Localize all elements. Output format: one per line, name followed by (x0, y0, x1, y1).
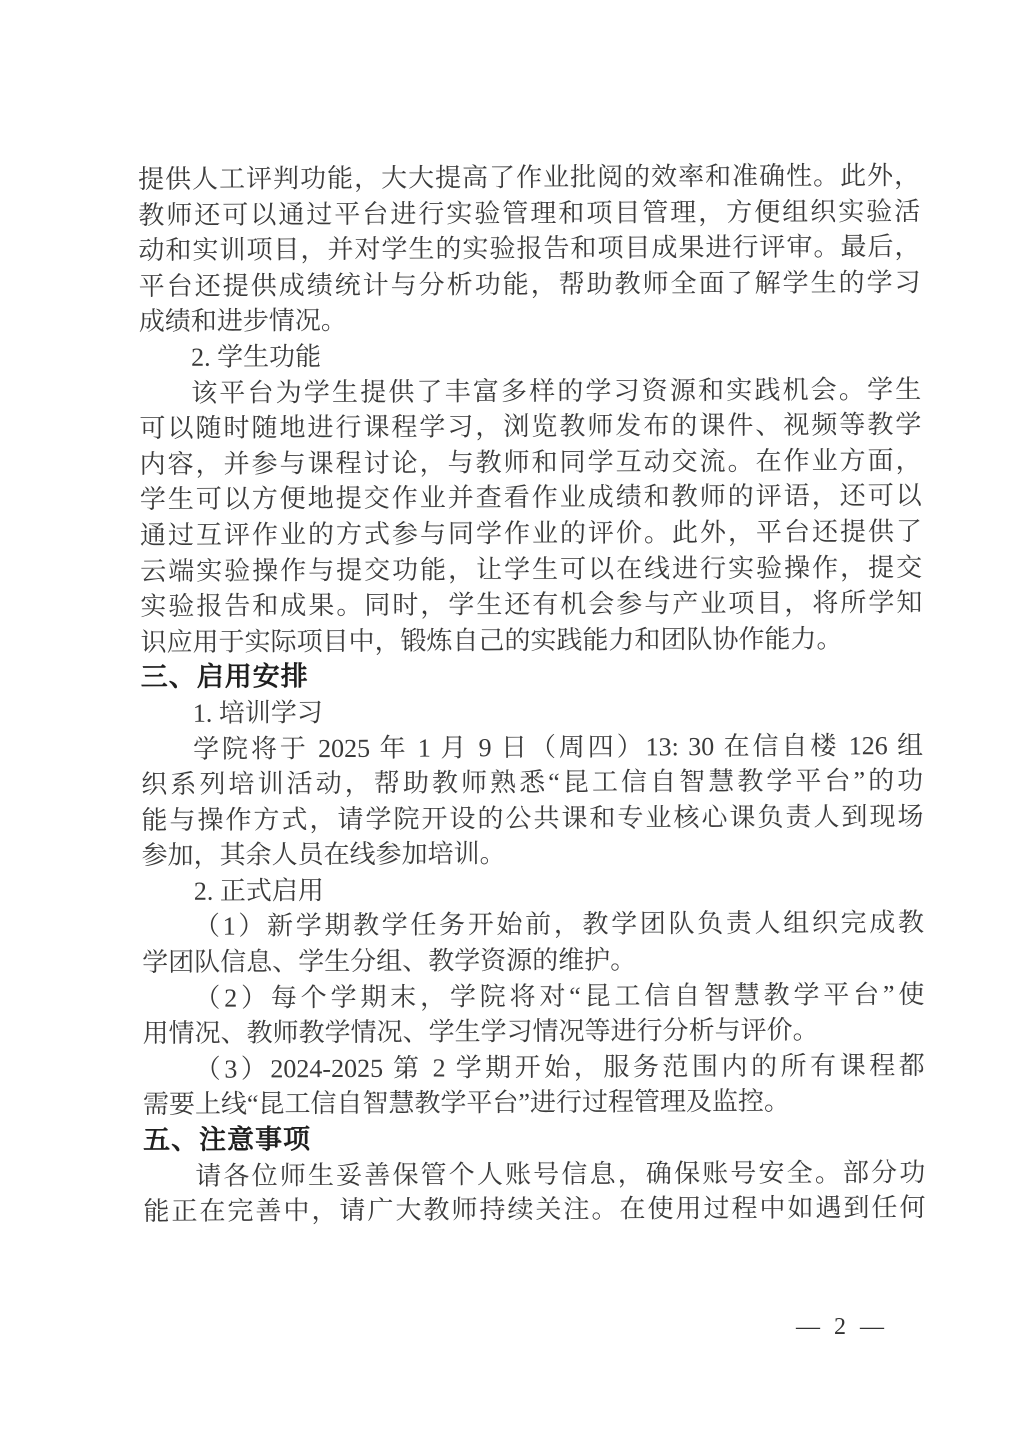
text-line: 平台还提供成绩统计与分析功能，帮助教师全面了解学生的学习 (138, 267, 921, 301)
text-line: 能正在完善中，请广大教师持续关注。在使用过程中如遇到任何 (143, 1193, 926, 1227)
text-line: 识应用于实际项目中，锻炼自己的实践能力和团队协作能力。 (140, 624, 843, 657)
text-line: 提供人工评判功能，大大提高了作业批阅的效率和准确性。此外， (138, 160, 921, 195)
section-heading: 五、注意事项 (143, 1124, 312, 1156)
text-line: 通过互评作业的方式参与同学作业的评价。此外，平台还提供了 (139, 516, 923, 550)
text-line: （1）新学期教学任务开始前，教学团队负责人组织完成教 (193, 908, 925, 942)
section-heading: 三、启用安排 (140, 661, 309, 693)
text-line: 可以随时随地进行课程学习，浏览教师发布的课件、视频等教学 (139, 410, 922, 444)
text-line: （3）2024-2025 第 2 学期开始，服务范围内的所有课程都 (194, 1050, 925, 1084)
notice-body (138, 158, 926, 1230)
text-line: 织系列培训活动，帮助教师熟悉“昆工信自智慧教学平台”的功 (141, 766, 924, 800)
text-line: 动和实训项目，并对学生的实验报告和项目成果进行评审。最后， (138, 232, 921, 266)
text-line: 2. 学生功能 (190, 342, 322, 372)
text-line: 教师还可以通过平台进行实验管理和项目管理，方便组织实验活 (138, 196, 921, 230)
text-line: 用情况、教师教学情况、学生学习情况等进行分析与评价。 (142, 1015, 819, 1049)
text-line: 内容，并参与课程讨论，与教师和同学互动交流。在作业方面， (139, 445, 922, 479)
text-line: 学生可以方便地提交作业并查看作业成绩和教师的评语，还可以 (139, 481, 922, 515)
text-line: 实验报告和成果。同时，学生还有机会参与产业项目，将所学知 (140, 588, 923, 622)
text-line: 学团队信息、学生分组、教学资源的维护。 (142, 945, 637, 978)
text-line: 成绩和进步情况。 (138, 306, 347, 337)
text-line: 学院将于 2025 年 1 月 9 日（周四）13: 30 在信自楼 126 组 (193, 730, 924, 764)
text-line: 2. 正式启用 (193, 875, 324, 906)
text-line: 能与操作方式，请学院开设的公共课和专业核心课负责人到现场 (141, 801, 924, 835)
text-line: 1. 培训学习 (192, 697, 323, 728)
text-line: （2）每个学期末，学院将对“昆工信自智慧教学平台”使 (194, 979, 925, 1013)
text-line: 需要上线“昆工信自智慧教学平台”进行过程管理及监控。 (142, 1087, 791, 1120)
text-line: 该平台为学生提供了丰富多样的学习资源和实践机会。学生 (191, 374, 922, 408)
text-line: 参加，其余人员在线参加培训。 (141, 839, 506, 871)
text-line: 云端实验操作与提交功能，让学生可以在线进行实验操作，提交 (140, 552, 923, 586)
text-line: 请各位师生妥善保管个人账号信息，确保账号安全。部分功 (195, 1157, 926, 1191)
page-number: — 2 — (796, 1314, 888, 1340)
